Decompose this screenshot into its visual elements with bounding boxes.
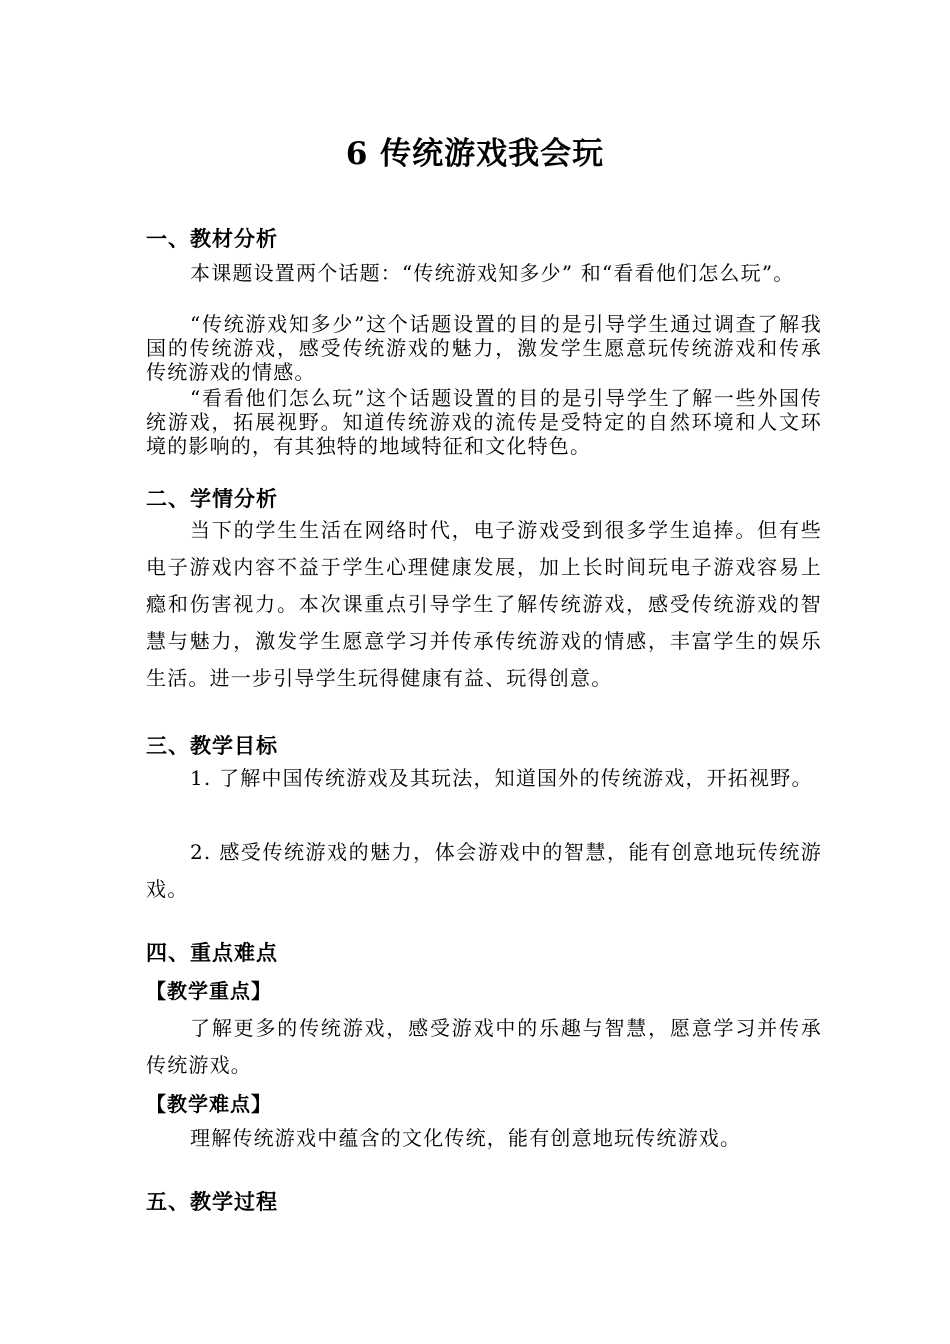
paragraph-materials-1: 本课题设置两个话题：“传统游戏知多少” 和“看看他们怎么玩”。 bbox=[190, 261, 795, 285]
section-heading-goals: 三、教学目标 bbox=[146, 733, 278, 758]
section-heading-materials: 一、教材分析 bbox=[146, 226, 278, 251]
section-heading-process: 五、教学过程 bbox=[146, 1189, 278, 1214]
document-title: 6 传统游戏我会玩 bbox=[345, 136, 605, 172]
key-point-text: 了解更多的传统游戏，感受游戏中的乐趣与智慧，愿意学习并传承传统游戏。 bbox=[146, 1016, 822, 1077]
difficulty-label: 【教学难点】 bbox=[146, 1092, 272, 1116]
paragraph-learners: 当下的学生生活在网络时代，电子游戏受到很多学生追捧。但有些电子游戏内容不益于学生心理健康发展，加上长时间玩电子游戏容易上瘾和伤害视力。本次课重点引导学生了解传统游戏，感受传统游戏的智慧与魅力，激发学生愿意学习并传承传统游戏的情感，丰富学生的娱乐生活。进一步引导学生玩得健康有益、玩得创意。 bbox=[146, 518, 822, 690]
paragraph-materials-3: “看看他们怎么玩”这个话题设置的目的是引导学生了解一些外国传统游戏，拓展视野。知道传统游戏的流传是受特定的自然环境和人文环境的影响的，有其独特的地域特征和文化特色。 bbox=[146, 386, 822, 458]
section-heading-learners: 二、学情分析 bbox=[146, 486, 278, 511]
goal-item-2: 2. 感受传统游戏的魅力，体会游戏中的智慧，能有创意地玩传统游戏。 bbox=[146, 840, 822, 901]
key-point-label: 【教学重点】 bbox=[146, 979, 272, 1003]
difficulty-text: 理解传统游戏中蕴含的文化传统，能有创意地玩传统游戏。 bbox=[190, 1126, 742, 1150]
section-heading-key-points: 四、重点难点 bbox=[146, 940, 278, 965]
goal-item-1: 1. 了解中国传统游戏及其玩法，知道国外的传统游戏，开拓视野。 bbox=[190, 766, 813, 790]
paragraph-materials-2: “传统游戏知多少”这个话题设置的目的是引导学生通过调查了解我国的传统游戏，感受传统游戏的魅力，激发学生愿意玩传统游戏和传承传统游戏的情感。 bbox=[146, 312, 822, 384]
